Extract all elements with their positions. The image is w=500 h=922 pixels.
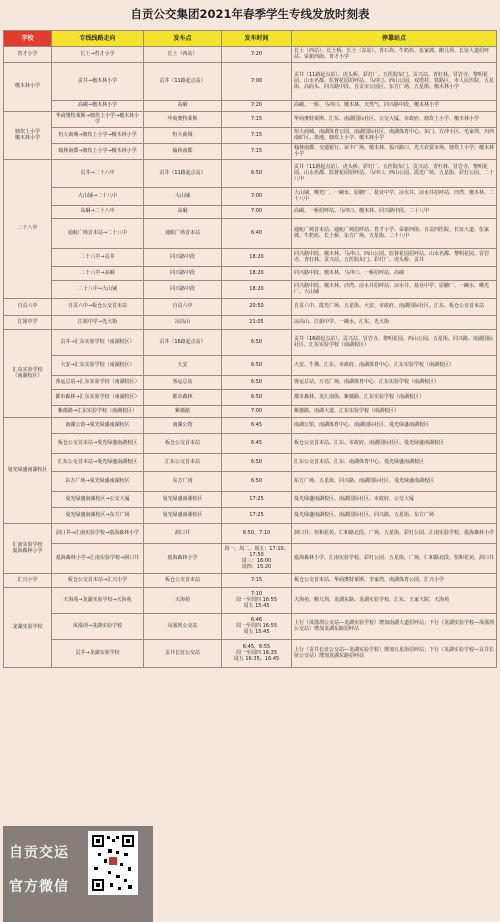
cell-start: 曼光绿盛南湖校区 [144,491,222,507]
table-row [4,433,497,453]
cell-route: 燊海森林小学→汇南实验学校→洞口井 [52,543,144,573]
qr-code-icon[interactable] [88,831,138,895]
cell-time: 18:20 [222,280,292,298]
table-row [4,159,497,187]
table-row [4,613,497,639]
cell-stops: 汇东公交首末站、汇东、南湖体育中心、曼光绿盛南湖校区 [292,453,497,471]
cell-school: 塘坎上小学 檀木林小学 [4,111,52,159]
cell-route: 板仓公交首末站→汇兴小学 [52,573,144,587]
watermark-line1: 自贡交运 [9,845,69,861]
table-row [4,389,497,405]
cell-route: 都市森林→汇东实验学校（南湖校区） [52,389,144,405]
cell-route: 江姐中学→光大街 [52,315,144,329]
cell-school: 曼光绿盛南湖校区 [4,417,52,523]
cell-start: 自贡六中 [144,298,222,315]
cell-stops: 紫薇路、南湖大道、汇东实验学校（南湖校区） [292,405,497,417]
cell-time: 18:20 [222,248,292,266]
table-row [4,405,497,417]
cell-start: 同兴路中段 [144,266,222,280]
cell-time: 6:46 周一至周四 16:55 周五 15:45 [222,613,292,639]
cell-start: 华商奥特莱斯 [144,111,222,127]
table-row [4,248,497,266]
cell-start: 恒大商城 [144,127,222,143]
cell-route: 二十八中→贡井 [52,248,144,266]
table-row [4,417,497,433]
cell-time: 6:45、6:55 周一至周四 16:35 周五 16:35、16:45 [222,639,292,667]
cell-time: 7:20 [222,47,292,63]
cell-time: 7:15 [222,143,292,159]
table-row [4,100,497,111]
cell-stops: 曼光绿盛南湖校区、南湖国际社区、市政府、公交大厦 [292,491,497,507]
cell-route: 东方广场→曼光绿盛南湖校区 [52,471,144,491]
cell-time: 7:00 [222,187,292,205]
table-row [4,187,497,205]
cell-time: 20:50 [222,298,292,315]
cell-start: 长土（西站） [144,47,222,63]
table-row [4,298,497,315]
cell-start: 同兴路中段 [144,280,222,298]
cell-route: 贡井→汇东实验学校（南湖校区） [52,329,144,355]
table-row [4,507,497,523]
cell-start: 贡井（16路起点站） [144,329,222,355]
cell-stops: 高硐、一桥、马冲口、檀木林、天然气、同兴路中段、檀木林小学 [292,100,497,111]
table-row [4,639,497,667]
cell-stops: 燊海森林小学、汇南实验学校、彩灯公园、五星街、广场、仁和路北段、恒和花苑、洞口井 [292,543,497,573]
cell-route: 二十八中→大山铺 [52,280,144,298]
cell-route: 高硐→檀木林小学 [52,100,144,111]
cell-start: 客运总站 [144,375,222,389]
cell-stops: 同兴路中段、檀木林、沙湾、凉水井招呼站、凉水井、盐业中学、原糖厂、一碗水、曙光厂、大山铺 [292,280,497,298]
cell-stops: 客运总站、万达广场、南湖体育中心、汇东实验学校（南湖校区） [292,375,497,389]
cell-start: 东方广场 [144,471,222,491]
cell-route: 高硐→二十八中 [52,205,144,218]
cell-time: 6:50 [222,329,292,355]
cell-start: 燊海森林小学 [144,543,222,573]
cell-route: 大山铺→二十八中 [52,187,144,205]
cell-start: 都市森林 [144,389,222,405]
cell-start: 曼光绿盛南湖校区 [144,507,222,523]
cell-route: 恒大商城→塘坎上小学→檀木林小学 [52,127,144,143]
cell-start: 贡井（11路起点站） [144,62,222,100]
table-row [4,355,497,375]
cell-time: 6:50 [222,453,292,471]
cell-stops: 曼光绿盛南湖校区、南湖国际社区、同兴路、五星街、东方广场 [292,507,497,523]
table-row [4,491,497,507]
cell-start: 大安 [144,355,222,375]
cell-stops: 东方广场、五星街、同兴路、南湖国际社区、曼光绿盛南湖校区 [292,471,497,491]
table-row [4,315,497,329]
cell-time: 17:25 [222,491,292,507]
cell-school: 育才小学 [4,47,52,63]
cell-school: 汇南实验学校 燊海森林小学 [4,523,52,573]
cell-time: 6:40 [222,218,292,248]
cell-school: 二十八中 [4,159,52,298]
cell-start: 板仓公交首末站 [144,433,222,453]
cell-stops: 华商奥特莱斯、汇东、南湖国际社区、公交大厦、市政府、塘坎上小学、檀木林小学 [292,111,497,127]
cell-time: 21:05 [222,315,292,329]
cell-stops: 上行（贡井长征公交站—龙湖实验学校）增加五星街招呼站；下行（龙湖实验学校—贡井长征公交站）增加龙湖东路招呼站 [292,639,497,667]
cell-stops: 贡井（11路起点站）、虎头桥、彩灯厂、五医院东门、贡兴站、青杠林、冒岩寺、黎明花园、山水名都、监督花园招呼站、马冲口、西山公园、霞光广场、五星街、彩灯公园、二十八中 [292,159,497,187]
header-route: 专线线路走向 [52,31,144,47]
cell-route: 洞口井→汇南实验学校→燊海森林小学 [52,523,144,543]
cell-stops: 洞口井、恒和花苑、仁和路北段、广场、五星街、彩灯公园、汇南实验学校、燊海森林小学 [292,523,497,543]
cell-stops: 南湖公馆、南湖体育中心、南湖国际社区、曼光绿盛南湖校区 [292,417,497,433]
cell-start: 凤凰坝公交站 [144,613,222,639]
cell-time: 7:00 [222,62,292,100]
cell-route: 长土→育才小学 [52,47,144,63]
cell-stops: 同兴路中段、檀木林、马冲口、西山公园、监督花园招呼站、山水名都、黎明花园、冒岩寺、青杠林、贡兴站、五医院东门、彩灯厂、虎头桥、贡井 [292,248,497,266]
table-row [4,543,497,573]
cell-start: 凉高山 [144,315,222,329]
table-body [4,47,497,668]
table-row [4,587,497,613]
cell-route: 曼光绿盛南湖校区→公交大厦 [52,491,144,507]
cell-stops: 板仓公交首末站、汇东、市政府、南湖国际社区、曼光绿盛南湖校区 [292,433,497,453]
cell-time: 17:25 [222,507,292,523]
cell-school: 江姐中学 [4,315,52,329]
cell-school: 汇东实验学校 （南湖校区） [4,329,52,417]
cell-stops: 贡井（11路起点站）、虎头桥、彩灯厂、五医院东门、贡兴站、青杠林、冒岩寺、黎明花园、山水名都、监督花园招呼站、马冲口、西山公园、双塔村、铁路区、市人民医院、五星街、高码头、同兴路中段、自贡市公园区、东方广场、五星街、檀木林小学 [292,62,497,100]
cell-route: 通航广场首末站→二十八中 [52,218,144,248]
cell-start: 洞口井 [144,523,222,543]
cell-stops: 上行（凤凰坝公交站—龙湖实验学校）增加南湖大道招呼站；下行（龙湖实验学校—凤凰坝公交站）增加龙湖东路招呼站 [292,613,497,639]
cell-start: 板仓公交首末站 [144,573,222,587]
header-school: 学校 [4,31,52,47]
cell-route: 曼光绿盛南湖校区→东方广场 [52,507,144,523]
cell-time: 18:20 [222,266,292,280]
cell-stops: 板仓公交首末站、华商奥特莱斯、李家湾、南湖体育公园、汇兴小学 [292,573,497,587]
table-row [4,143,497,159]
cell-start: 高硐 [144,100,222,111]
cell-stops: 自贡六中、霞光广场、五星街、大安、市政府、南湖国际社区、汇东、板仓公交首末站 [292,298,497,315]
table-row [4,573,497,587]
cell-time: 6:50 [222,471,292,491]
cell-time: 6:45 [222,417,292,433]
cell-start: 贡井长征公交站 [144,639,222,667]
cell-start: 紫薇路 [144,405,222,417]
cell-start: 南湖公馆 [144,417,222,433]
cell-route: 贡井→檀木林小学 [52,62,144,100]
cell-route: 自贡六中→板仓公交首末站 [52,298,144,315]
schedule-table [3,30,497,668]
cell-start: 同兴路中段 [144,248,222,266]
cell-route: 二十八中→高硐 [52,266,144,280]
cell-stops: 大安、牛佛、汇东、市政府、南湖体育中心、汇东实验学校（南湖校区） [292,355,497,375]
cell-route: 贡井→二十八中 [52,159,144,187]
cell-stops: 长土（西站）、长土桥、长土（东站）、青石坎、牛奶坊、伍家坡、鹅儿坝、长征大道招呼站、荣新西街、育才小学 [292,47,497,63]
cell-route: 紫薇路→汇东实验学校（南湖校区） [52,405,144,417]
table-row [4,280,497,298]
cell-route: 汇东公交首末站→曼光绿盛南湖校区 [52,453,144,471]
cell-route: 天海苑→龙湖实验学校→天海苑 [52,587,144,613]
cell-stops: 同兴路中段、檀木林、马冲口、一桥招呼站、高硐 [292,266,497,280]
cell-school: 龙湖实验学校 [4,587,52,667]
cell-time: 6:50 [222,355,292,375]
header-stops: 停靠站点 [292,31,497,47]
cell-route: 华商奥特莱斯→塘坎上小学→檀木林小学 [52,111,144,127]
cell-stops: 高硐、一桥招呼站、马冲口、檀木林、同兴路中段、二十八中 [292,205,497,218]
cell-time: 周一、周二、周五：17:10、17:50 周三：16:00 周四：15:20 [222,543,292,573]
table-row [4,453,497,471]
cell-route: 客运总站→汇东实验学校（南湖校区） [52,375,144,389]
cell-start: 通航广场首末站 [144,218,222,248]
cell-school: 自贡六中 [4,298,52,315]
cell-time: 6:50 [222,375,292,389]
cell-stops: 都市森林、龙汇南街、紫薇路、汇东实验学校（南湖校区） [292,389,497,405]
cell-start: 天海苑 [144,587,222,613]
table-row [4,471,497,491]
cell-time: 7:00 [222,205,292,218]
table-row [4,329,497,355]
cell-stops: 凉高山、江姐中学、一碗水、汇东、光大街 [292,315,497,329]
cell-route: 凤凰坝→龙湖实验学校 [52,613,144,639]
cell-stops: 大山铺、曙光厂、一碗水、原糖厂、盐业中学、凉水井、凉水井招呼站、沙湾、檀木林、二十八中 [292,187,497,205]
cell-route: 大安→汇东实验学校（南湖校区） [52,355,144,375]
cell-time: 7:15 [222,573,292,587]
cell-time: 6:50、7:10 [222,523,292,543]
cell-stops: 恒大商城、南湖体育公园、南湖国际社区、南湖体育中心、东门、方冲小区、毛家坝、川西南矿区、墨地、塘坎上小学、檀木林小学 [292,127,497,143]
cell-stops: 通航广场首末站、通航广场招呼站、育才小学、荣新西街、自贡四医院、长征大道、伍家坡、牛奶坊、长土桥、东方广场、五星街、二十八中 [292,218,497,248]
cell-stops: 贡井（16路起点站）、贡兴站、冒岩寺、黎明花园、西山公园、五星街、同兴路、南湖国际社区、汇东实验学校（南湖校区） [292,329,497,355]
cell-time: 7:00 [222,405,292,417]
cell-start: 翰林南郡 [144,143,222,159]
cell-start: 大山铺 [144,187,222,205]
cell-time: 7:10 周一至周四 16:55 周五 15:45 [222,587,292,613]
header-start: 发车点 [144,31,222,47]
page-title: 自贡公交集团2021年春季学生专线发放时刻表 [130,7,370,21]
table-row [4,266,497,280]
cell-school: 汇兴小学 [4,573,52,587]
cell-time: 7:15 [222,127,292,143]
cell-route: 翰林南郡→塘坎上小学→檀木林小学 [52,143,144,159]
cell-time: 6:50 [222,159,292,187]
header-time: 发车时间 [222,31,292,47]
cell-route: 贡井→龙湖实验学校 [52,639,144,667]
table-row [4,62,497,100]
table-row [4,205,497,218]
cell-school: 檀木林小学 [4,62,52,111]
cell-route: 南湖公馆→曼光绿盛南湖校区 [52,417,144,433]
cell-time: 7:15 [222,111,292,127]
watermark-line2: 官方微信 [9,879,69,895]
cell-time: 6:50 [222,389,292,405]
cell-stops: 天海苑、鹅儿坝、龙湖东路、龙湖实验学校、汇东、王家大院、天海苑 [292,587,497,613]
cell-start: 高硐 [144,205,222,218]
cell-stops: 翰林南郡、交通银行、荣丰广场、檀木林、福兴路口、光大农贸市场、塘坎上小学、檀木林小学 [292,143,497,159]
table-row [4,375,497,389]
cell-start: 汇东公交首末站 [144,453,222,471]
cell-start: 贡井（11路起点站） [144,159,222,187]
table-row [4,218,497,248]
table-row [4,523,497,543]
table-row [4,127,497,143]
table-header-row [4,31,497,47]
cell-time: 7:20 [222,100,292,111]
cell-route: 板仓公交首末站→曼光绿盛南湖校区 [52,433,144,453]
table-row [4,111,497,127]
cell-time: 6:45 [222,433,292,453]
table-row [4,47,497,63]
